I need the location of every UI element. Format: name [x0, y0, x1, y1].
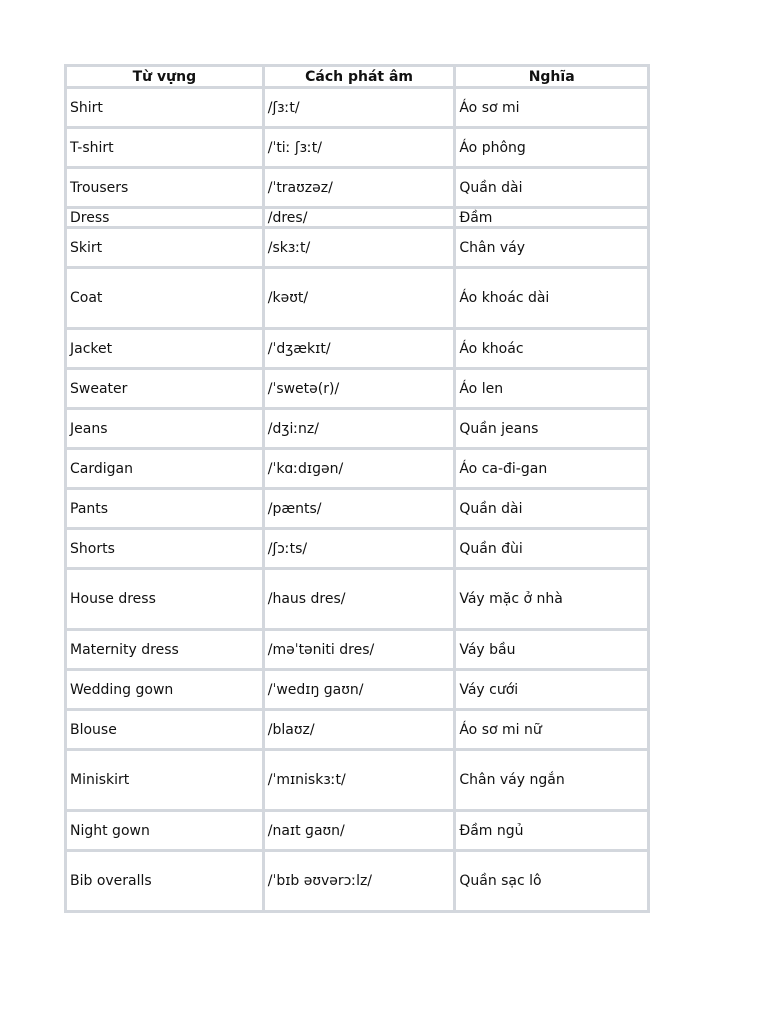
cell-pronunciation: /ˈtraʊzəz/ [265, 169, 454, 206]
cell-pronunciation: /ˈdʒækɪt/ [265, 330, 454, 367]
cell-meaning: Đầm ngủ [456, 812, 647, 849]
cell-word: Dress [67, 209, 262, 226]
cell-pronunciation: /ʃɜːt/ [265, 89, 454, 126]
table-row [67, 269, 647, 327]
table-row [67, 631, 647, 668]
cell-pronunciation: /məˈtəniti dres/ [265, 631, 454, 668]
cell-meaning: Áo ca-đi-gan [456, 450, 647, 487]
cell-pronunciation: /blaʊz/ [265, 711, 454, 748]
cell-word: Shorts [67, 530, 262, 567]
cell-meaning: Váy bầu [456, 631, 647, 668]
cell-meaning: Váy cưới [456, 671, 647, 708]
cell-word: Skirt [67, 229, 262, 266]
cell-meaning: Quần sạc lô [456, 852, 647, 910]
cell-pronunciation: /ˈbɪb əʊvərɔːlz/ [265, 852, 454, 910]
table-row [67, 410, 647, 447]
cell-word: Coat [67, 269, 262, 327]
cell-pronunciation: /ˈkɑːdɪɡən/ [265, 450, 454, 487]
cell-pronunciation: /dʒiːnz/ [265, 410, 454, 447]
cell-meaning: Váy mặc ở nhà [456, 570, 647, 628]
cell-pronunciation: /ˈtiː ʃɜːt/ [265, 129, 454, 166]
table-row [67, 370, 647, 407]
table-row [67, 490, 647, 527]
cell-word: Sweater [67, 370, 262, 407]
table-row [67, 530, 647, 567]
table-row [67, 330, 647, 367]
cell-pronunciation: /kəʊt/ [265, 269, 454, 327]
cell-meaning: Áo sơ mi nữ [456, 711, 647, 748]
cell-word: Maternity dress [67, 631, 262, 668]
table-row [67, 229, 647, 266]
cell-word: Cardigan [67, 450, 262, 487]
cell-pronunciation: /ˈmɪniskɜːt/ [265, 751, 454, 809]
table-row [67, 450, 647, 487]
cell-pronunciation: /dres/ [265, 209, 454, 226]
header-pronunciation: Cách phát âm [265, 67, 454, 86]
cell-meaning: Áo len [456, 370, 647, 407]
cell-word: Night gown [67, 812, 262, 849]
cell-word: Trousers [67, 169, 262, 206]
cell-meaning: Áo khoác [456, 330, 647, 367]
cell-word: Blouse [67, 711, 262, 748]
cell-meaning: Quần dài [456, 169, 647, 206]
header-word: Từ vựng [67, 67, 262, 86]
table-row [67, 671, 647, 708]
cell-pronunciation: /haus dres/ [265, 570, 454, 628]
cell-word: Jacket [67, 330, 262, 367]
cell-pronunciation: /naɪt ɡaʊn/ [265, 812, 454, 849]
cell-meaning: Chân váy [456, 229, 647, 266]
table-header-row [67, 67, 647, 86]
header-meaning: Nghĩa [456, 67, 647, 86]
cell-word: Jeans [67, 410, 262, 447]
cell-meaning: Quần jeans [456, 410, 647, 447]
cell-pronunciation: /ʃɔːts/ [265, 530, 454, 567]
cell-word: T-shirt [67, 129, 262, 166]
table-row [67, 209, 647, 226]
cell-word: House dress [67, 570, 262, 628]
table-row [67, 169, 647, 206]
table-row [67, 711, 647, 748]
cell-meaning: Áo phông [456, 129, 647, 166]
table-body [67, 89, 647, 910]
vocabulary-table [64, 64, 650, 913]
cell-word: Wedding gown [67, 671, 262, 708]
cell-pronunciation: /ˈwedɪŋ ɡaʊn/ [265, 671, 454, 708]
cell-pronunciation: /ˈswetə(r)/ [265, 370, 454, 407]
cell-meaning: Quần dài [456, 490, 647, 527]
cell-meaning: Áo sơ mi [456, 89, 647, 126]
table-row [67, 812, 647, 849]
cell-meaning: Chân váy ngắn [456, 751, 647, 809]
cell-word: Shirt [67, 89, 262, 126]
table-row [67, 852, 647, 910]
cell-meaning: Đầm [456, 209, 647, 226]
cell-pronunciation: /pænts/ [265, 490, 454, 527]
cell-word: Pants [67, 490, 262, 527]
table-row [67, 89, 647, 126]
table-row [67, 129, 647, 166]
cell-word: Miniskirt [67, 751, 262, 809]
cell-word: Bib overalls [67, 852, 262, 910]
table-row [67, 570, 647, 628]
cell-meaning: Áo khoác dài [456, 269, 647, 327]
cell-pronunciation: /skɜːt/ [265, 229, 454, 266]
table-row [67, 751, 647, 809]
cell-meaning: Quần đùi [456, 530, 647, 567]
